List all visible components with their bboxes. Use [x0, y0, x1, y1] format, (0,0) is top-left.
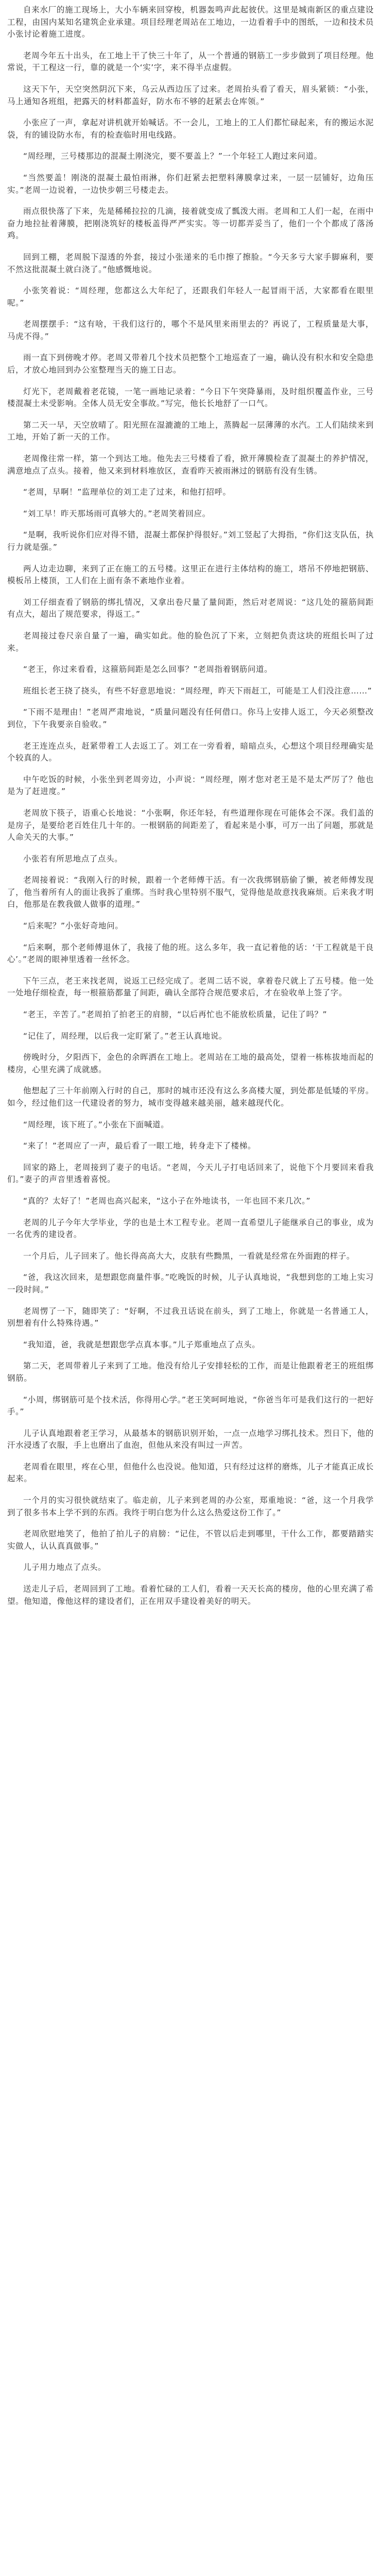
article-paragraph: 老周今年五十出头，在工地上干了快三十年了，从一个普通的钢筋工一步步做到了项目经理。他常说，干工程这一行，靠的就是一个‘实’字，来不得半点虚假。 [7, 50, 374, 73]
article-paragraph: 回家的路上，老周接到了妻子的电话。“老周，今天儿子打电话回来了，说他下个月要回来看我们。”妻子的声音里透着喜悦。 [7, 1162, 374, 1184]
article-paragraph: “刘工早！昨天那场雨可真够大的。”老周笑着回应。 [23, 509, 211, 518]
article-paragraph: “是啊，我听说你们应对得不错，混凝土都保护得很好。”刘工竖起了大拇指，“你们这支队伍，执行力就是强。” [7, 530, 374, 552]
article-paragraph: 雨点很快落了下来，先是稀稀拉拉的几滴，接着就变成了瓢泼大雨。老周和工人们一起，在雨中奋力地拉扯着薄膜，把刚浇筑好的楼板盖得严严实实。等一切都弄妥当了，他们一个个都成了落汤鸡。 [7, 207, 374, 241]
article-paragraph: “后来呢？”小张好奇地问。 [23, 921, 124, 931]
article-paragraph: 老周像往常一样，第一个到达工地。他先去三号楼看了看，掀开薄膜检查了混凝土的养护情况，满意地点了点头。接着，他又来到材料堆放区，查看昨天被雨淋过的钢筋有没有生锈。 [7, 454, 374, 476]
article-paragraph: “周经理，该下班了。”小张在下面喊道。 [23, 1120, 169, 1129]
article-paragraph: 老王连连点头，赶紧带着工人去返工了。刘工在一旁看着，暗暗点头，心想这个项目经理确实是个较真的人。 [7, 741, 374, 763]
article-paragraph: 自来水厂的施工现场上，大小车辆来回穿梭，机器轰鸣声此起彼伏。这里是城南新区的重点建设工程，由国内某知名建筑企业承建。项目经理老周站在工地边，一边看着手中的图纸，一边和技术员小张讨论着施工进度。 [7, 5, 374, 39]
article-paragraph: “记住了，周经理，以后我一定盯紧了。”老王认真地说。 [23, 1031, 227, 1041]
article-paragraph: 这天下午，天空突然阴沉下来，乌云从西边压了过来。老周抬头看了看天，眉头紧锁：“小张，马上通知各班组，把露天的材料都盖好，防水布不够的赶紧去仓库领。” [7, 84, 374, 106]
article-paragraph: “来了！”老周应了一声，最后看了一眼工地，转身走下了楼梯。 [23, 1141, 256, 1151]
article-paragraph: “老周，早啊！”监理单位的刘工走了过来，和他打招呼。 [23, 487, 231, 497]
article-paragraph: 两人边走边聊，来到了正在施工的五号楼。这里正在进行主体结构的施工，塔吊不停地把钢筋、模板吊上楼顶，工人们在上面有条不紊地作业着。 [7, 564, 374, 586]
article-paragraph: 第二天，老周带着儿子来到了工地。他没有给儿子安排轻松的工作，而是让他跟着老王的班组绑钢筋。 [7, 1361, 374, 1383]
article-paragraph: 送走儿子后，老周回到了工地。看着忙碌的工人们，看着一天天长高的楼房，他的心里充满了希望。他知道，像他这样的建设者们，正在用双手建设着美好的明天。 [7, 1584, 374, 1606]
article-paragraph: 雨一直下到傍晚才停。老周又带着几个技术员把整个工地巡查了一遍，确认没有积水和安全隐患后，才放心地回到办公室整理当天的施工日志。 [7, 353, 374, 375]
article-paragraph: 一个月的实习很快就结束了。临走前，儿子来到老周的办公室，郑重地说：“爸，这一个月我学到了很多书本上学不到的东西。我终于明白您为什么这么热爱这份工作了。” [7, 1496, 374, 1517]
article-paragraph: 儿子认真地跟着老王学习，从最基本的钢筋识别开始，一点一点地学习绑扎技术。烈日下，他的汗水浸透了衣服，手上也磨出了血泡，但他从来没有叫过一声苦。 [7, 1428, 374, 1450]
article-paragraph: “周经理，三号楼那边的混凝土刚浇完，要不要盖上？”一个年轻工人跑过来问道。 [23, 151, 322, 161]
article-paragraph: 老周的儿子今年大学毕业，学的也是土木工程专业。老周一直希望儿子能继承自己的事业，成为一名优秀的建设者。 [7, 1217, 374, 1240]
article-paragraph: “下雨不是理由！”老周严肃地说，“质量问题没有任何借口。你马上安排人返工，今天必须整改到位，下午我要亲自验收。” [7, 707, 374, 729]
article-paragraph: “小周，绑钢筋可是个技术活，你得用心学。”老王笑呵呵地说，“你爸当年可是我们这行的一把好手。” [7, 1395, 374, 1417]
article-paragraph: “当然要盖！刚浇的混凝土最怕雨淋，你们赶紧去把塑料薄膜拿过来，一层一层铺好，边角压实。”老周一边说着，一边快步朝三号楼走去。 [7, 173, 374, 195]
article-paragraph: 老周接着说：“我刚入行的时候，跟着一个老师傅干活。有一次我绑钢筋偷了懒，被老师傅发现了，他当着所有人的面让我拆了重绑。当时我心里特别不服气，觉得他是故意找我麻烦。后来我才明白，他那是在教我做人做事的道理。” [7, 875, 374, 909]
article-paragraph: 中午吃饭的时候，小张坐到老周旁边，小声说：“周经理，刚才您对老王是不是太严厉了？他也是为了赶进度。” [7, 774, 374, 796]
article-paragraph: “我知道，爸，我就是想跟您学点真本事。”儿子郑重地点了点头。 [23, 1340, 261, 1349]
article-paragraph: 老周看在眼里，疼在心里，但他什么也没说。他知道，只有经过这样的磨炼，儿子才能真正成长起来。 [7, 1462, 374, 1484]
article-paragraph: “老王，你过来看看，这箍筋间距是怎么回事？”老周指着钢筋问道。 [23, 665, 273, 674]
article-paragraph: 他想起了三十年前刚入行时的自己，那时的城市还没有这么多高楼大厦，到处都是低矮的平房。如今，经过他们这一代建设者的努力，城市变得越来越美丽，越来越现代化。 [7, 1086, 374, 1108]
article-paragraph: 小张应了一声，拿起对讲机就开始喊话。不一会儿，工地上的工人们都忙碌起来，有的搬运水泥袋，有的铺设防水布，有的检查临时用电线路。 [7, 118, 374, 140]
article-paragraph: 老周接过卷尺亲自量了一遍，确实如此。他的脸色沉了下来，立刻把负责这块的班组长叫了过来。 [7, 631, 374, 653]
article-paragraph: 小张若有所思地点了点头。 [23, 854, 123, 863]
article-paragraph: 第二天一早，天空放晴了。阳光照在湿漉漉的工地上，蒸腾起一层薄薄的水汽。工人们陆续来到工地，开始了新一天的工作。 [7, 420, 374, 442]
article-paragraph: 一个月后，儿子回来了。他长得高高大大，皮肤有些黝黑，一看就是经常在外面跑的样子。 [23, 1251, 355, 1261]
article-paragraph: 老周放下筷子，语重心长地说：“小张啊，你还年轻，有些道理你现在可能体会不深。我们盖的是房子，是要给老百姓住几十年的。一根钢筋的间距差了，看起来是小事，可万一出了问题，那就是人命关天的大事。” [7, 808, 374, 842]
article-paragraph: 老周欣慰地笑了，他拍了拍儿子的肩膀：“记住，不管以后走到哪里，干什么工作，都要踏踏实实做人，认认真真做事。” [7, 1529, 374, 1551]
article-paragraph: 下午三点，老王来找老周，说返工已经完成了。老周二话不说，拿着卷尺就上了五号楼。他一处一处地仔细检查，每一根箍筋都量了间距，确认全部符合规范要求后，才在验收单上签了字。 [7, 976, 374, 998]
article-paragraph: 班组长老王挠了挠头，有些不好意思地说：“周经理，昨天下雨赶工，可能是工人们没注意……” [23, 686, 372, 696]
article-paragraph: “老王，辛苦了。”老周拍了拍老王的肩膀，“以后再忙也不能放松质量，记住了吗？” [23, 1010, 327, 1020]
article-paragraph: 傍晚时分，夕阳西下，金色的余晖洒在工地上。老周站在工地的最高处，望着一栋栋拔地而起的楼房，心里充满了成就感。 [7, 1053, 374, 1074]
article-paragraph: “爸，我这次回来，是想跟您商量件事。”吃晚饭的时候，儿子认真地说，“我想到您的工地上实习一段时间。” [7, 1273, 374, 1294]
article-paragraph: 小张笑着说：“周经理，您都这么大年纪了，还跟我们年轻人一起冒雨干活，大家都看在眼里呢。” [7, 286, 374, 308]
article-paragraph: 儿子用力地点了点头。 [23, 1563, 107, 1572]
article-paragraph: 回到工棚，老周脱下湿透的外套，接过小张递来的毛巾擦了擦脸。“今天多亏大家手脚麻利，要不然这批混凝土就白浇了。”他感慨地说。 [7, 252, 374, 274]
article-paragraph: 刘工仔细查看了钢筋的绑扎情况，又拿出卷尺量了量间距，然后对老周说：“这几处的箍筋间距有点大，超出了规范要求，得返工。” [7, 597, 374, 619]
article-paragraph: “真的？太好了！”老周也高兴起来，“这小子在外地读书，一年也回不来几次。” [23, 1196, 311, 1206]
article-paragraph: “后来啊，那个老师傅退休了，我接了他的班。这么多年，我一直记着他的话：‘干工程就是干良心’。”老周的眼神里透着一丝怀念。 [7, 942, 374, 964]
article-paragraph: 老周摆摆手：“这有啥，干我们这行的，哪个不是风里来雨里去的？再说了，工程质量是大事，马虎不得。” [7, 319, 374, 341]
article-paragraph: 老周愣了一下，随即笑了：“好啊，不过我丑话说在前头，到了工地上，你就是一名普通工人，别想着有什么特殊待遇。” [7, 1306, 374, 1328]
article-paragraph: 灯光下，老周戴着老花镜，一笔一画地记录着：“今日下午突降暴雨，及时组织覆盖作业，三号楼混凝土未受影响。全体人员无安全事故。”写完，他长长地舒了一口气。 [7, 386, 374, 409]
